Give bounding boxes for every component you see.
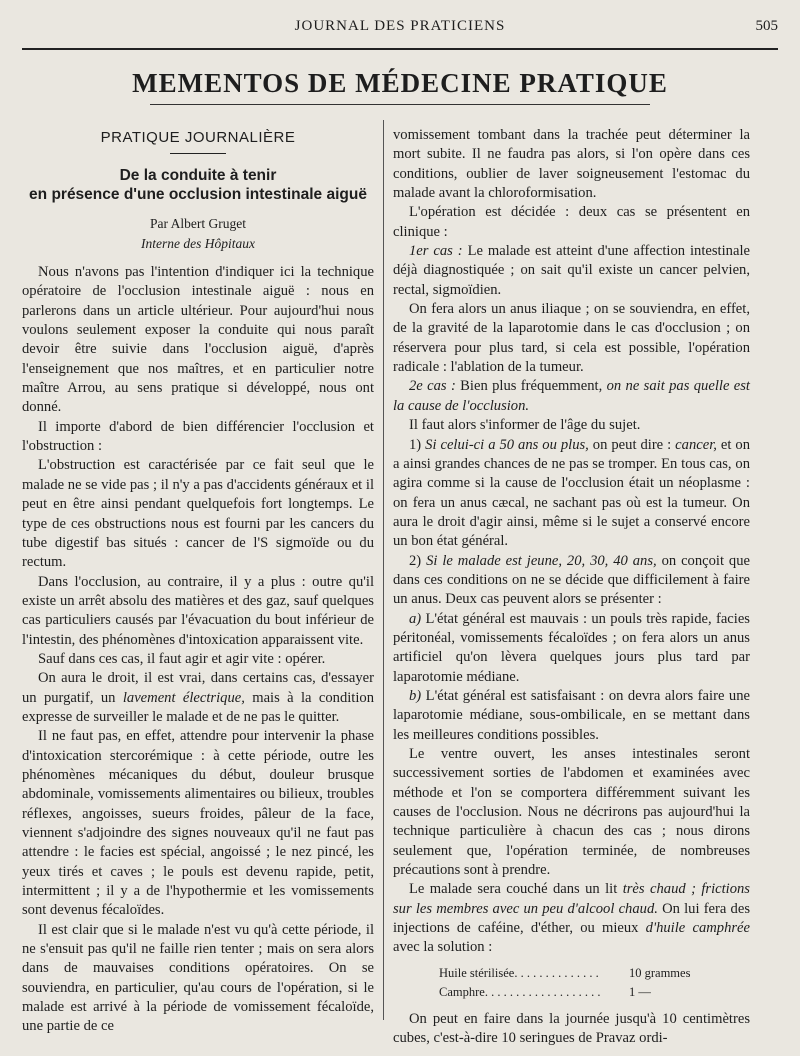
italic-run: très chaud ; frictions sur les membres avec un peu d'alcool chaud. — [393, 881, 750, 917]
paragraph: On peut en faire dans la journée jusqu'à 10 centimètres cubes, c'est-à-dire 10 seringues de Pravaz ordi- — [393, 1010, 750, 1047]
paragraph: Nous n'avons pas l'intention d'indiquer ici la technique opératoire de l'occlusion intestinale aiguë : nous en parlerons dans un article ultérieur. Pour aujourd'hui nous voulons seulement exposer la conduite qui nous paraît devoir être suivie dans l'occlusion aiguë, d'après l'enseignement que nos maîtres, et en particulier notre maître Arrou, au sens pratique si développé, nous ont donné. — [22, 264, 374, 416]
section-heading-rule — [170, 153, 226, 154]
paragraph: Il ne faut pas, en effet, attendre pour intervenir la phase d'intoxication stercorémique : à cette période, outre les phénomènes mécaniques du début, douleur brusque abdominale, vomissements alimentaires ou bilieux, troubles réflexes, angoisses, sueurs froides, pâleur de la face, viennent s'adjoindre des signes nouveaux qu'il ne faut pas attendre : le facies est spécial, angoissé ; le nez pincé, les yeux tirés et caves ; le pouls est devenu rapide, petit, intermittent ; il y a de l'hypothermie et les vomissements sont devenus fécaloïdes. — [22, 728, 374, 919]
byline: Par Albert Gruget — [150, 216, 246, 232]
article-title-line2: en présence d'une occlusion intestinale aiguë — [29, 186, 367, 204]
text-run: On lui fera des injections de caféine, d'éther, ou mieux — [393, 900, 751, 937]
prescription-ingredient: Huile stérilisée. . . . . . . . . . . . . . — [439, 965, 599, 980]
text-run: et on a ainsi grandes chances de ne pas se tromper. En tous cas, on agira comme si la cause de l'occlusion était un néoplasme : on fera un anus cæcal, ne sachant pas où est la tumeur. On aura le droit d'agir ainsi, même si le sujet a conservé encore un bon état général. — [393, 436, 750, 550]
paragraph: Il importe d'abord de bien différencier l'occlusion et l'obstruction : — [22, 418, 374, 455]
prescription-dose: 10 grammes — [629, 965, 691, 980]
paragraph: Il faut alors s'informer de l'âge du sujet. — [409, 417, 641, 434]
right-column — [393, 126, 751, 1047]
paragraph: Dans l'occlusion, au contraire, il y a plus : outre qu'il existe un arrêt absolu des matières et des gaz, sauf quelques cas particuliers causés par l'évacuation du bout inférieur de l'intestin, des phénomènes d'intoxication apparaissent vite. — [22, 573, 374, 648]
text-run: on peut dire : — [588, 436, 676, 453]
text-run: L'état général est satisfaisant : on devra alors faire une laparotomie médiane, sous-ombilicale, en se mettant dans les meilleures conditions possibles. — [393, 687, 750, 743]
prescription-row — [439, 983, 750, 1002]
text-run: On aura le droit, il est vrai, dans certains cas, d'essayer un purgatif, un — [22, 670, 374, 706]
paragraph: vomissement tombant dans la trachée peut déterminer la mort subite. Il ne faudra pas alors, si l'on opère dans ces conditions, oublier de laver soigneusement l'estomac du malade avant la chloroformisation. — [393, 127, 750, 202]
section-heading: PRATIQUE JOURNALIÈRE — [100, 129, 296, 146]
paragraph — [393, 687, 750, 745]
italic-run: a) — [409, 610, 422, 627]
page-header — [22, 14, 778, 50]
title-rule — [150, 104, 650, 105]
column-rule — [383, 120, 384, 1020]
paragraph: L'obstruction est caractérisée par ce fait seul que le malade ne se vide pas ; il n'y a pas d'accidents généraux et il peut en être ainsi pendant quelquefois fort longtemps. Le type de ces obstructions nous est fourni par les cancers du tube digestif bas situés : cancer de l'S sigmoïde ou du rectum. — [22, 457, 374, 571]
italic-run: cancer, — [675, 436, 717, 453]
text-run: Bien plus fréquemment, — [455, 378, 607, 395]
text-run: mais à la condition expresse de surveiller le malade et de ne pas le quitter. — [22, 689, 374, 725]
main-title: MEMENTOS DE MÉDECINE PRATIQUE — [132, 68, 668, 98]
paragraph — [393, 436, 750, 552]
italic-run: Si celui-ci a 50 ans ou plus, — [425, 436, 589, 453]
text-run: avec la solution : — [393, 939, 493, 956]
text-run: 1) — [409, 436, 426, 453]
paragraph: Le ventre ouvert, les anses intestinales seront successivement sorties de l'abdomen et examinées avec méthode et l'on se comportera différemment suivant les causes de l'occlusion. Nous ne décrirons pas aujourd'hui la technique particulière à chacun des cas ; nous dirons seulement que, l'opération terminée, de nombreuses précautions sont à prendre. — [393, 746, 750, 879]
affiliation: Interne des Hôpitaux — [141, 235, 255, 251]
page-number: 505 — [755, 18, 778, 34]
italic-run: b) — [409, 687, 422, 704]
paragraph: Sauf dans ces cas, il faut agir et agir vite : opérer. — [38, 650, 326, 667]
prescription-row — [439, 964, 750, 983]
paragraph — [393, 552, 750, 610]
text-run: Le malade est atteint d'une affection intestinale déjà diagnostiquée ; on sait qu'il existe un cancer pelvien, rectal, sigmoïdien. — [393, 243, 750, 298]
paragraph: L'opération est décidée : deux cas se présentent en clinique : — [393, 204, 750, 240]
paragraph: Il est clair que si le malade n'est vu qu'à cette période, il ne s'ensuit pas qu'il ne faille rien tenter ; mais on sera alors dans de mauvaises conditions opératoires. On se souviendra, en particulier, qu'au cours de l'opération, si le malade est arrivé à la période de vomissement fécaloïde, une partie de ce — [22, 921, 374, 1035]
paragraph — [393, 377, 750, 416]
paragraph — [393, 610, 750, 687]
paragraph — [22, 669, 374, 727]
italic-run: 1er cas : — [409, 243, 463, 260]
text-run: on conçoit que dans ces conditions on ne se décide que difficilement à faire un anus. Deux cas peuvent alors se présenter : — [393, 552, 750, 608]
running-title: JOURNAL DES PRATICIENS — [294, 18, 506, 34]
text-run: Le malade sera couché dans un lit — [409, 881, 623, 898]
italic-run: 2e cas : — [409, 378, 456, 395]
prescription — [439, 964, 750, 1002]
italic-run: Si le malade est jeune, 20, 30, 40 ans, — [426, 552, 657, 569]
italic-run: lavement électrique, — [122, 689, 245, 706]
paragraph: On fera alors un anus iliaque ; on se souviendra, en effet, de la gravité de la laparotomie dans le cas d'occlusion ; on réservera pour plus tard, si cela est possible, l'opération radicale : l'ablation de la tumeur. — [393, 301, 750, 376]
prescription-ingredient: Camphre. . . . . . . . . . . . . . . . . . . — [439, 984, 601, 999]
paragraph — [393, 242, 750, 300]
italic-run: on ne sait pas quelle est la cause de l'occlusion. — [393, 378, 750, 414]
left-column — [22, 124, 374, 1035]
paragraph — [393, 880, 750, 957]
italic-run: d'huile camphrée — [645, 920, 751, 937]
text-run: L'état général est mauvais : un pouls très rapide, facies péritonéal, vomissements fécaloïdes ; on fera alors un anus artificiel qu'on lèvera quelques jours plus tard par laparotomie médiane. — [393, 610, 750, 685]
prescription-dose: 1 — — [629, 984, 651, 999]
article-title-line1: De la conduite à tenir — [119, 167, 277, 185]
text-run: 2) — [409, 552, 427, 569]
article-title — [22, 166, 374, 204]
